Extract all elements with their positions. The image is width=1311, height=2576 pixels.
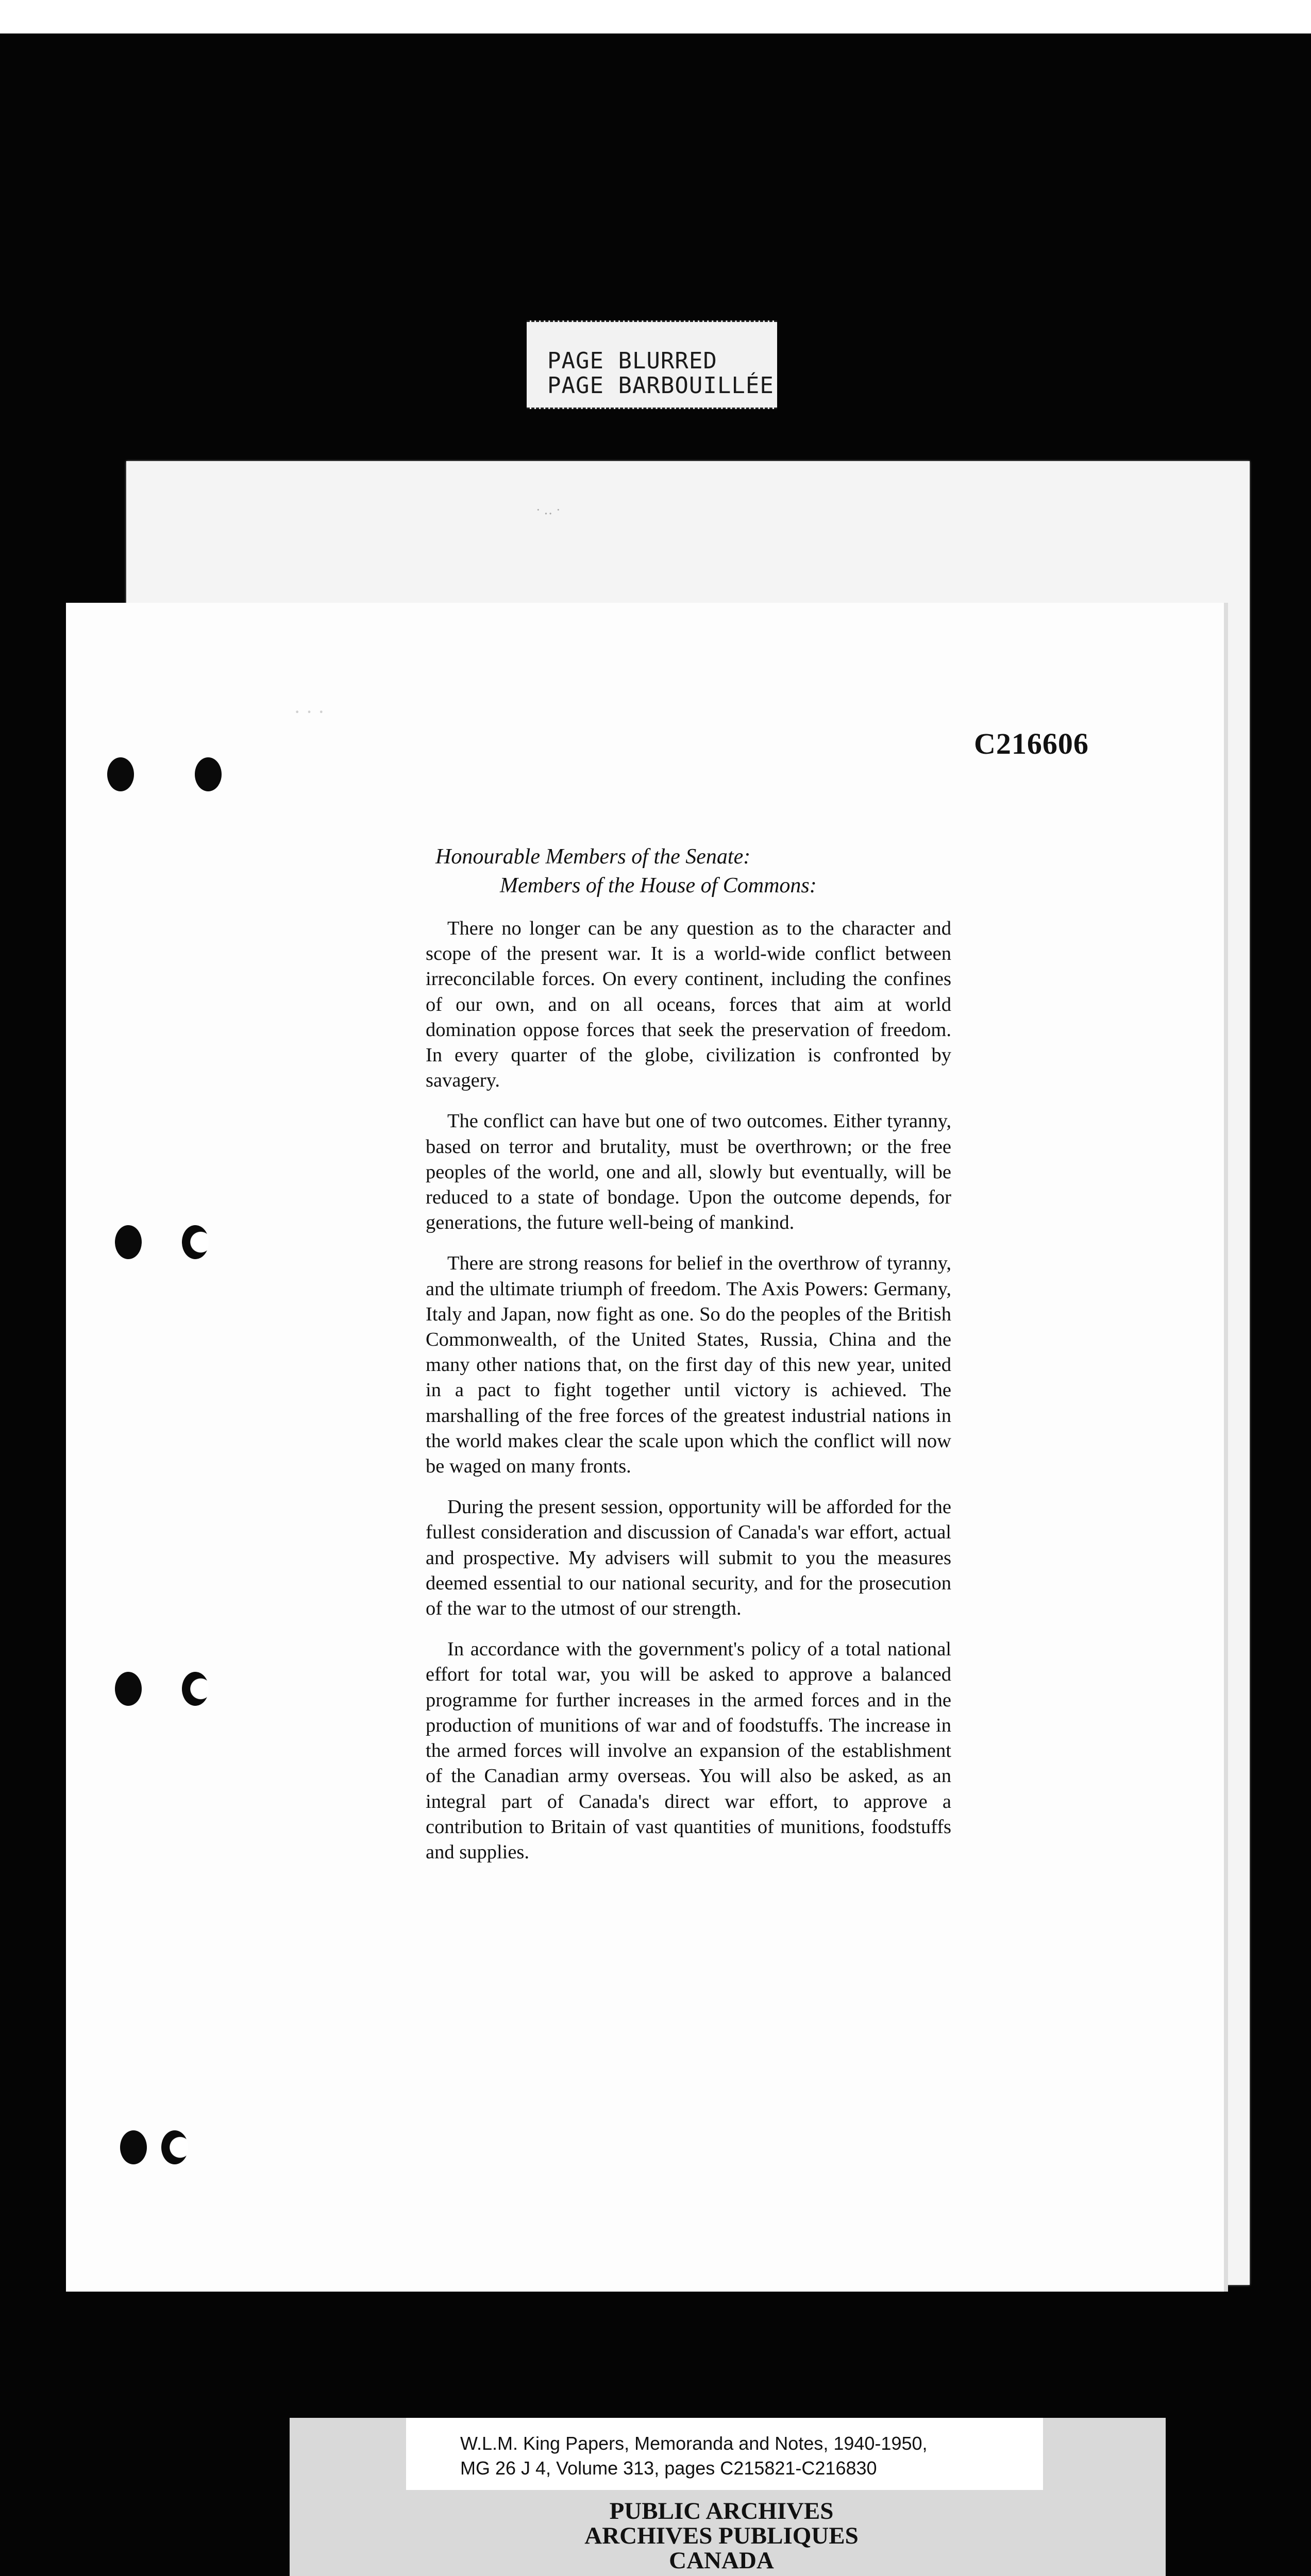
citation-line-collection: W.L.M. King Papers, Memoranda and Notes, 1940-1950,	[460, 2433, 928, 2454]
citation-line-volume: MG 26 J 4, Volume 313, pages C215821-C216830	[460, 2458, 877, 2479]
catalogue-number: C216606	[974, 727, 1089, 760]
back-page-smudge: · ‥ ·	[536, 502, 561, 517]
collection-citation	[406, 2418, 1043, 2490]
punch-hole-icon	[107, 757, 134, 791]
punch-hole-icon	[182, 1225, 209, 1259]
stamp-line-french: PAGE BARBOUILLÉE	[547, 372, 774, 399]
faint-pencil-mark: · · ·	[294, 700, 325, 723]
salutation-senate: Honourable Members of the Senate:	[435, 845, 751, 869]
punch-hole-icon	[115, 1672, 142, 1706]
punch-hole-icon	[195, 757, 222, 791]
punch-hole-icon	[161, 2130, 188, 2164]
paragraph: There are strong reasons for belief in the overthrow of tyranny, and the ultimate triumph of freedom. The Axis Powers: Germany, Italy and Japan, now fight as one. So do the peoples of the British Commonwealth, of the United States, Russia, China and the many other nations that, on the first day of this new year, united in a pact to fight together until victory is achieved. The marshalling of the free forces of the greatest industrial nations in the world makes clear the scale upon which the conflict will now be waged on many fronts.	[426, 1252, 951, 1478]
stamp-line-english: PAGE BLURRED	[547, 348, 717, 374]
page-blurred-stamp	[527, 320, 777, 409]
paragraph: The conflict can have but one of two outcomes. Either tyranny, based on terror and brutality, must be overthrown; or the free peoples of the world, one and all, slowly but eventually, will be reduced to a state of bondage. Upon the outcome depends, for generations, the future well-being of mankind.	[426, 1110, 951, 1234]
paragraph: In accordance with the government's policy of a total national effort for total war, you will be asked to approve a balanced programme for further increases in the armed forces and in the production of munitions of war and of foodstuffs. The increase in the armed forces will involve an expansion of the establishment of the Canadian army overseas. You will also be asked, as an integral part of Canada's direct war effort, to approve a contribution to Britain of vast quantities of munitions, foodstuffs and supplies.	[426, 1638, 951, 1863]
punch-hole-icon	[182, 1672, 209, 1706]
archives-country: CANADA	[669, 2547, 774, 2574]
punch-hole-icon	[115, 1225, 142, 1259]
archives-english: PUBLIC ARCHIVES	[609, 2498, 834, 2524]
archives-french: ARCHIVES PUBLIQUES	[584, 2522, 859, 2549]
paragraph: During the present session, opportunity will be afforded for the fullest consideration and discussion of Canada's war effort, actual and prospective. My advisers will submit to you the measures deemed essential to our national security, and for the prosecution of the war to the utmost of our strength.	[426, 1496, 951, 1620]
salutation-commons: Members of the House of Commons:	[500, 874, 817, 897]
paragraph: There no longer can be any question as to the character and scope of the present war. It is a world-wide conflict between irreconcilable forces. On every continent, including the confines of our own, and on all oceans, forces that aim at world domination oppose forces that seek the preservation of freedom. In every quarter of the globe, civilization is confronted by savagery.	[426, 918, 951, 1092]
speech-body	[426, 916, 951, 1880]
archives-label	[515, 2499, 928, 2573]
punch-hole-icon	[120, 2130, 147, 2164]
salutation	[435, 842, 817, 900]
